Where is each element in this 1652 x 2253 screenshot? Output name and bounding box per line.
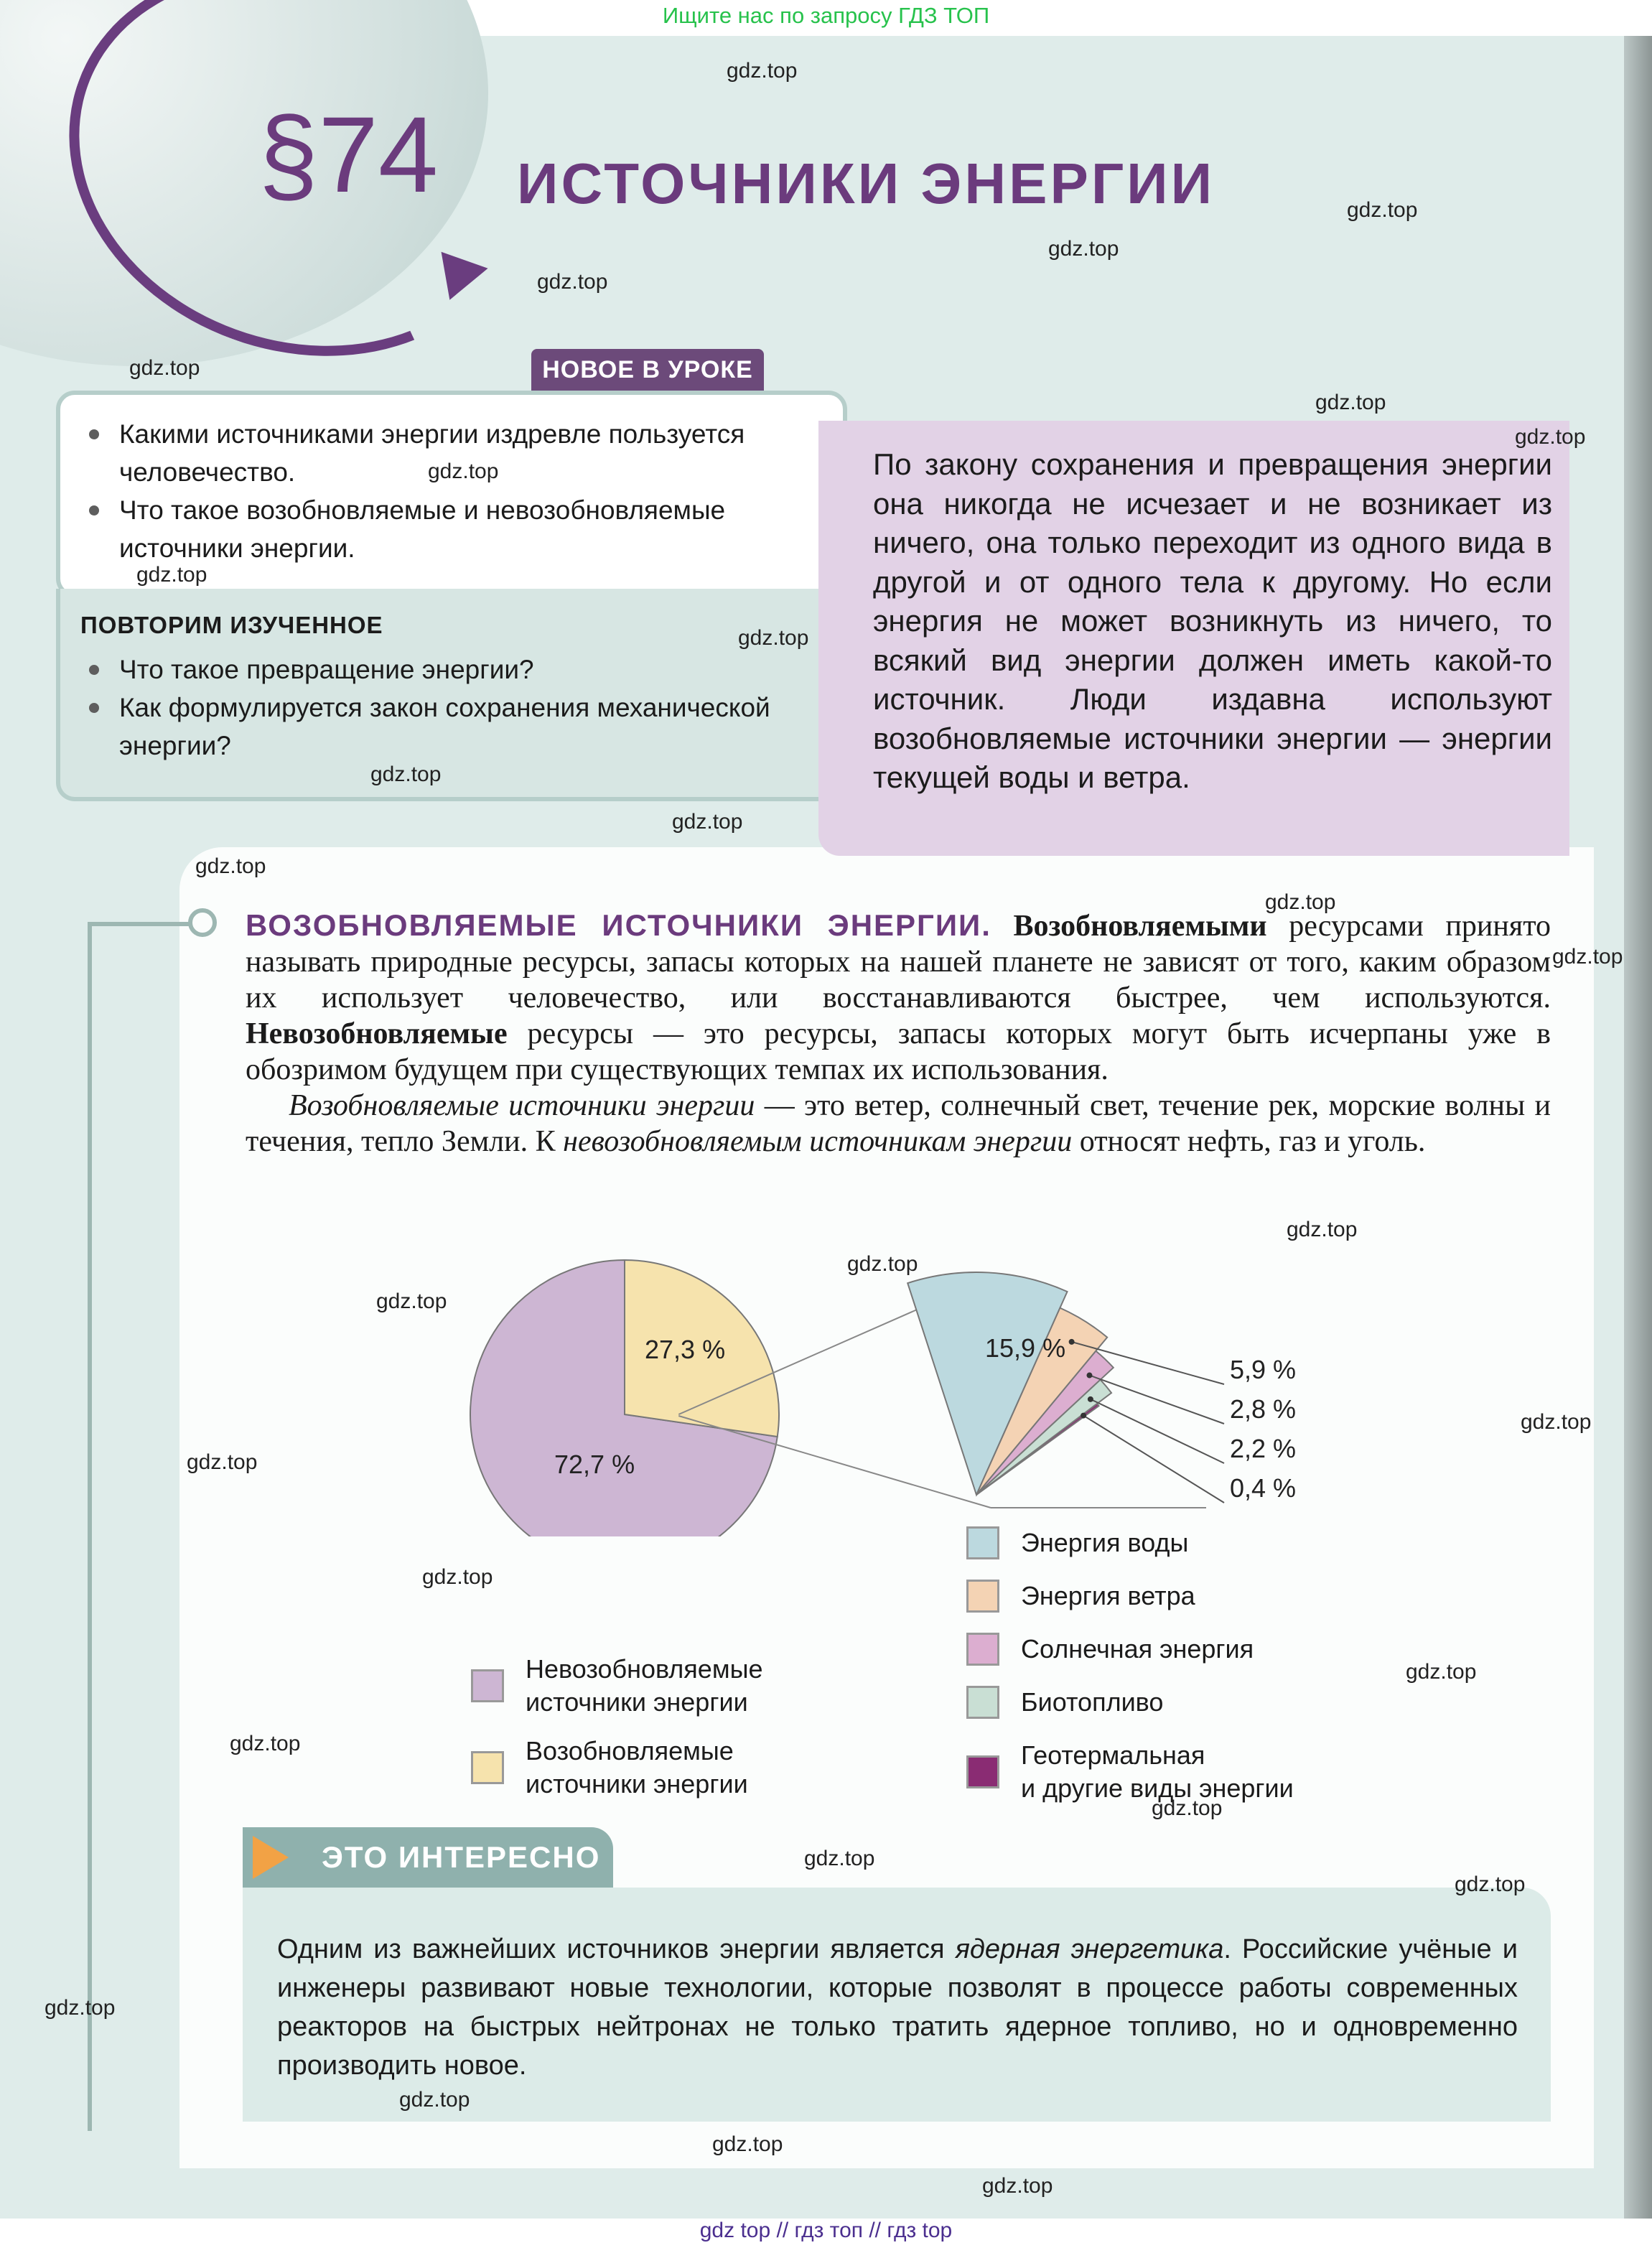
watermark-text: gdz.top xyxy=(1455,1872,1526,1896)
watermark-text: gdz.top xyxy=(1552,945,1623,969)
label-leader-dot xyxy=(1081,1413,1086,1419)
watermark-text: gdz.top xyxy=(982,2174,1053,2198)
legend-item xyxy=(471,1735,762,1801)
term-nuclear-energy: ядерная энергетика xyxy=(955,1934,1224,1964)
paragraph-symbol: § xyxy=(258,94,319,215)
section-heading: ВОЗОБНОВЛЯЕМЫЕ ИСТОЧНИКИ ЭНЕРГИИ. xyxy=(246,908,991,942)
list-item: Что такое возобновляемые и невозобновляемые источники энергии. xyxy=(76,491,801,567)
watermark-text: gdz.top xyxy=(1521,1410,1592,1434)
data-label-breakdown-3: 2,8 % xyxy=(1230,1394,1297,1424)
section-paragraph-2 xyxy=(246,1088,1551,1160)
energy-pie-chart xyxy=(431,1249,1364,1536)
paragraph-text: ресурсы — это ресурсы, запасы которых могут быть исчерпаны уже в обозримом будущем при существующих темпах их использования. xyxy=(246,1017,1551,1086)
label-leader-dot xyxy=(1086,1373,1092,1379)
section-body xyxy=(246,908,1551,1160)
legend-label: Солнечная энергия xyxy=(1021,1634,1254,1664)
watermark-text: gdz.top xyxy=(1406,1660,1477,1684)
legend-left xyxy=(471,1653,762,1816)
paragraph-number-value: 74 xyxy=(318,94,439,215)
watermark-text: gdz.top xyxy=(1287,1218,1358,1241)
paragraph-text: — это ветер, солнечный свет, течение рек, морские волны и течения, тепло Земли. К xyxy=(246,1089,1551,1158)
watermark-text: gdz.top xyxy=(370,762,442,786)
list-item: Что такое превращение энергии? xyxy=(76,650,801,689)
new-in-lesson-tag: НОВОЕ В УРОКЕ xyxy=(531,349,764,391)
watermark-text: gdz.top xyxy=(712,2132,783,2156)
legend-label: Возобновляемые источники энергии xyxy=(526,1736,748,1799)
section-side-connector xyxy=(88,922,195,926)
watermark-text: gdz.top xyxy=(537,270,608,294)
watermark-text: gdz.top xyxy=(804,1847,875,1870)
label-leader-line xyxy=(1089,1376,1224,1424)
legend-label: Невозобновляемые источники энергии xyxy=(526,1654,763,1717)
label-leader-line xyxy=(1083,1416,1224,1503)
list-item: Как формулируется закон сохранения механической энергии? xyxy=(76,689,801,765)
legend-label: Геотермальная и другие виды энергии xyxy=(1021,1740,1294,1803)
legend-item xyxy=(966,1526,1294,1559)
watermark-text: gdz.top xyxy=(1048,237,1119,261)
term-renewable: Возобновляемыми xyxy=(1013,910,1267,943)
data-label-breakdown-5: 0,4 % xyxy=(1230,1473,1297,1503)
legend-label: Биотопливо xyxy=(1021,1687,1164,1717)
paragraph-number xyxy=(258,94,439,215)
label-leader-dot xyxy=(1088,1396,1093,1402)
watermark-text: gdz.top xyxy=(129,356,200,380)
interesting-text-part: Одним из важнейших источников энергии является xyxy=(277,1934,956,1964)
section-paragraph-1 xyxy=(246,908,1551,1088)
legend-right xyxy=(966,1526,1294,1825)
watermark-text: gdz.top xyxy=(195,854,266,878)
top-search-banner[interactable]: Ищите нас по запросу ГДЗ ТОП xyxy=(662,3,990,28)
term-nonrenewable: Невозобновляемые xyxy=(246,1017,508,1050)
legend-label: Энергия ветра xyxy=(1021,1581,1195,1610)
legend-item xyxy=(966,1633,1294,1666)
watermark-text: gdz.top xyxy=(1515,425,1586,449)
review-list xyxy=(76,650,801,765)
data-label-nonrenewable: 72,7 % xyxy=(554,1450,635,1479)
watermark-text: gdz.top xyxy=(399,2088,470,2112)
watermark-text: gdz.top xyxy=(187,1450,258,1474)
arrow-head-icon xyxy=(442,244,493,299)
watermark-text: gdz.top xyxy=(422,1565,493,1589)
watermark-text: gdz.top xyxy=(428,460,499,483)
legend-swatch xyxy=(471,1669,504,1702)
data-label-breakdown-2: 5,9 % xyxy=(1230,1355,1297,1384)
legend-swatch xyxy=(966,1580,999,1613)
section-marker-icon xyxy=(188,908,217,937)
label-leader-line xyxy=(1091,1399,1224,1463)
data-label-renewable: 27,3 % xyxy=(645,1335,726,1364)
intro-text: По закону сохранения и превращения энергии она никогда не исчезает и не возникает из ничего, она только переходит из одного вида в другой и от одного тела к другому. Но если энергия не может возникнуть из ничего, то всякий вид энергии должен иметь какой-то источник. Люди издавна используют возобновляемые источники энергии — энергии текущей воды и ветра. xyxy=(873,447,1552,794)
legend-swatch xyxy=(966,1686,999,1719)
watermark-text: gdz.top xyxy=(376,1289,447,1313)
watermark-text: gdz.top xyxy=(672,810,743,834)
interesting-text-part: . Российские учёные и инженеры развивают новые технологии, которые позволят в процессе работы современных реакторов на быстрых нейтронах не только тратить ядерное топливо, но и одновременно производить новое. xyxy=(277,1934,1518,2081)
paragraph-text: относят нефть, газ и уголь. xyxy=(1072,1125,1426,1158)
watermark-text: gdz.top xyxy=(1315,391,1386,414)
legend-item xyxy=(966,1686,1294,1719)
term-nonrenewable-sources: невозобновляемым источникам энергии xyxy=(563,1125,1073,1158)
legend-item xyxy=(966,1739,1294,1805)
legend-swatch xyxy=(966,1633,999,1666)
data-label-water: 15,9 % xyxy=(985,1333,1066,1363)
watermark-text: gdz.top xyxy=(136,563,207,587)
data-label-breakdown-4: 2,2 % xyxy=(1230,1434,1297,1463)
watermark-text: gdz.top xyxy=(1347,198,1418,222)
watermark-text: gdz.top xyxy=(727,59,798,83)
legend-swatch xyxy=(966,1755,999,1788)
legend-label: Энергия воды xyxy=(1021,1528,1189,1557)
watermark-text: gdz.top xyxy=(847,1252,918,1276)
label-leader-dot xyxy=(1069,1339,1075,1345)
legend-item xyxy=(966,1580,1294,1613)
main-pie xyxy=(470,1260,779,1536)
term-renewable-sources: Возобновляемые источники энергии xyxy=(289,1089,755,1122)
legend-item xyxy=(471,1653,762,1719)
new-in-lesson-list xyxy=(76,415,801,567)
page-title: ИСТОЧНИКИ ЭНЕРГИИ xyxy=(517,151,1215,215)
watermark-text: gdz.top xyxy=(45,1996,116,2020)
watermark-text: gdz.top xyxy=(1152,1796,1223,1820)
breakdown-pie xyxy=(907,1272,1114,1495)
watermark-text: gdz.top xyxy=(1265,890,1336,914)
book-spine-edge xyxy=(1624,36,1652,2219)
paragraph-text: ресурсами принято называть природные ресурсы, запасы которых на нашей планете не зависят от того, каким образом их использует человечество, или восстанавливаются быстрее, чем используются. xyxy=(246,910,1551,1014)
list-item: Какими источниками энергии издревле пользуется человечество. xyxy=(76,415,801,491)
legend-swatch xyxy=(471,1751,504,1784)
interesting-tag xyxy=(243,1827,613,1888)
footer-links[interactable]: gdz top // гдз топ // гдз top xyxy=(699,2219,953,2242)
interesting-text xyxy=(277,1930,1518,2085)
legend-swatch xyxy=(966,1526,999,1559)
watermark-text: gdz.top xyxy=(738,626,809,650)
play-arrow-icon xyxy=(253,1836,289,1879)
section-side-line xyxy=(88,925,92,2131)
review-title: ПОВТОРИМ ИЗУЧЕННОЕ xyxy=(80,612,383,638)
watermark-text: gdz.top xyxy=(230,1732,301,1755)
interesting-label: ЭТО ИНТЕРЕСНО xyxy=(322,1840,601,1874)
